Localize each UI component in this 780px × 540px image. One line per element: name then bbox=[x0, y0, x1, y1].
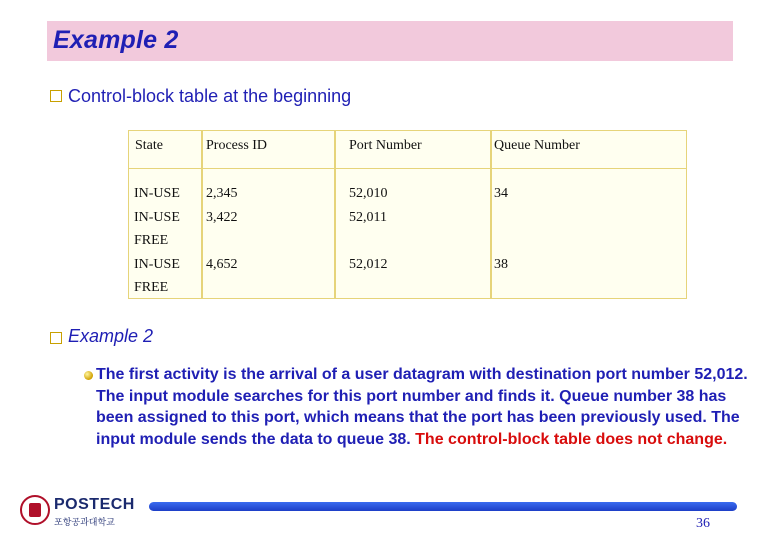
port-number-column bbox=[349, 182, 388, 300]
header-process-id: Process ID bbox=[206, 138, 268, 153]
table-cell: IN-USE bbox=[134, 256, 180, 272]
table-cell: IN-USE bbox=[134, 209, 180, 225]
bullet-table-intro: Control-block table at the beginning bbox=[68, 86, 352, 106]
table-cell bbox=[206, 229, 238, 253]
table-cell: 3,422 bbox=[206, 209, 238, 225]
process-id-column bbox=[206, 182, 238, 300]
header-port-number: Port Number bbox=[349, 138, 422, 153]
table-divider bbox=[490, 131, 492, 298]
footer-bar bbox=[149, 502, 737, 511]
example-paragraph bbox=[96, 364, 756, 451]
table-cell: IN-USE bbox=[134, 186, 180, 201]
bullet-example: Example 2 bbox=[68, 326, 154, 346]
table-divider bbox=[201, 131, 203, 298]
emblem-icon bbox=[20, 495, 50, 525]
table-cell: FREE bbox=[134, 233, 169, 248]
paragraph-text: The first activity is the arrival of a user datagram with destination port number 52,012. The input module searches for this port number and finds it. Queue number 38 has been assigned to this port, which means that the port has been previously used. The input module sends the data to queue 38. bbox=[96, 366, 748, 449]
header-state: State bbox=[135, 138, 163, 153]
table-cell: 34 bbox=[494, 186, 508, 201]
table-cell: 38 bbox=[494, 256, 508, 272]
header-queue-number: Queue Number bbox=[494, 138, 580, 153]
table-cell bbox=[494, 276, 508, 300]
table-cell bbox=[206, 276, 238, 300]
table-cell: 52,012 bbox=[349, 256, 388, 272]
table-divider bbox=[334, 131, 336, 298]
control-block-table bbox=[128, 130, 687, 299]
queue-number-column bbox=[494, 182, 508, 300]
table-cell: 2,345 bbox=[206, 186, 238, 201]
table-cell: 52,010 bbox=[349, 186, 388, 201]
square-bullet-icon bbox=[50, 90, 62, 102]
table-cell bbox=[494, 206, 508, 230]
table-cell: FREE bbox=[134, 280, 169, 295]
square-bullet-icon bbox=[50, 332, 62, 344]
page-number: 36 bbox=[696, 516, 710, 531]
table-cell: 52,011 bbox=[349, 209, 387, 225]
paragraph-highlight: The control-block table does not change. bbox=[415, 431, 728, 449]
table-cell bbox=[349, 276, 388, 300]
state-column bbox=[134, 182, 180, 300]
table-cell: 4,652 bbox=[206, 256, 238, 272]
slide-title: Example 2 bbox=[53, 26, 179, 54]
round-bullet-icon bbox=[84, 371, 93, 380]
logo-name: POSTECH bbox=[54, 496, 135, 513]
logo-subtitle: 포항공과대학교 bbox=[54, 517, 115, 527]
title-bar bbox=[47, 21, 733, 61]
table-cell bbox=[349, 229, 388, 253]
table-cell bbox=[494, 229, 508, 253]
